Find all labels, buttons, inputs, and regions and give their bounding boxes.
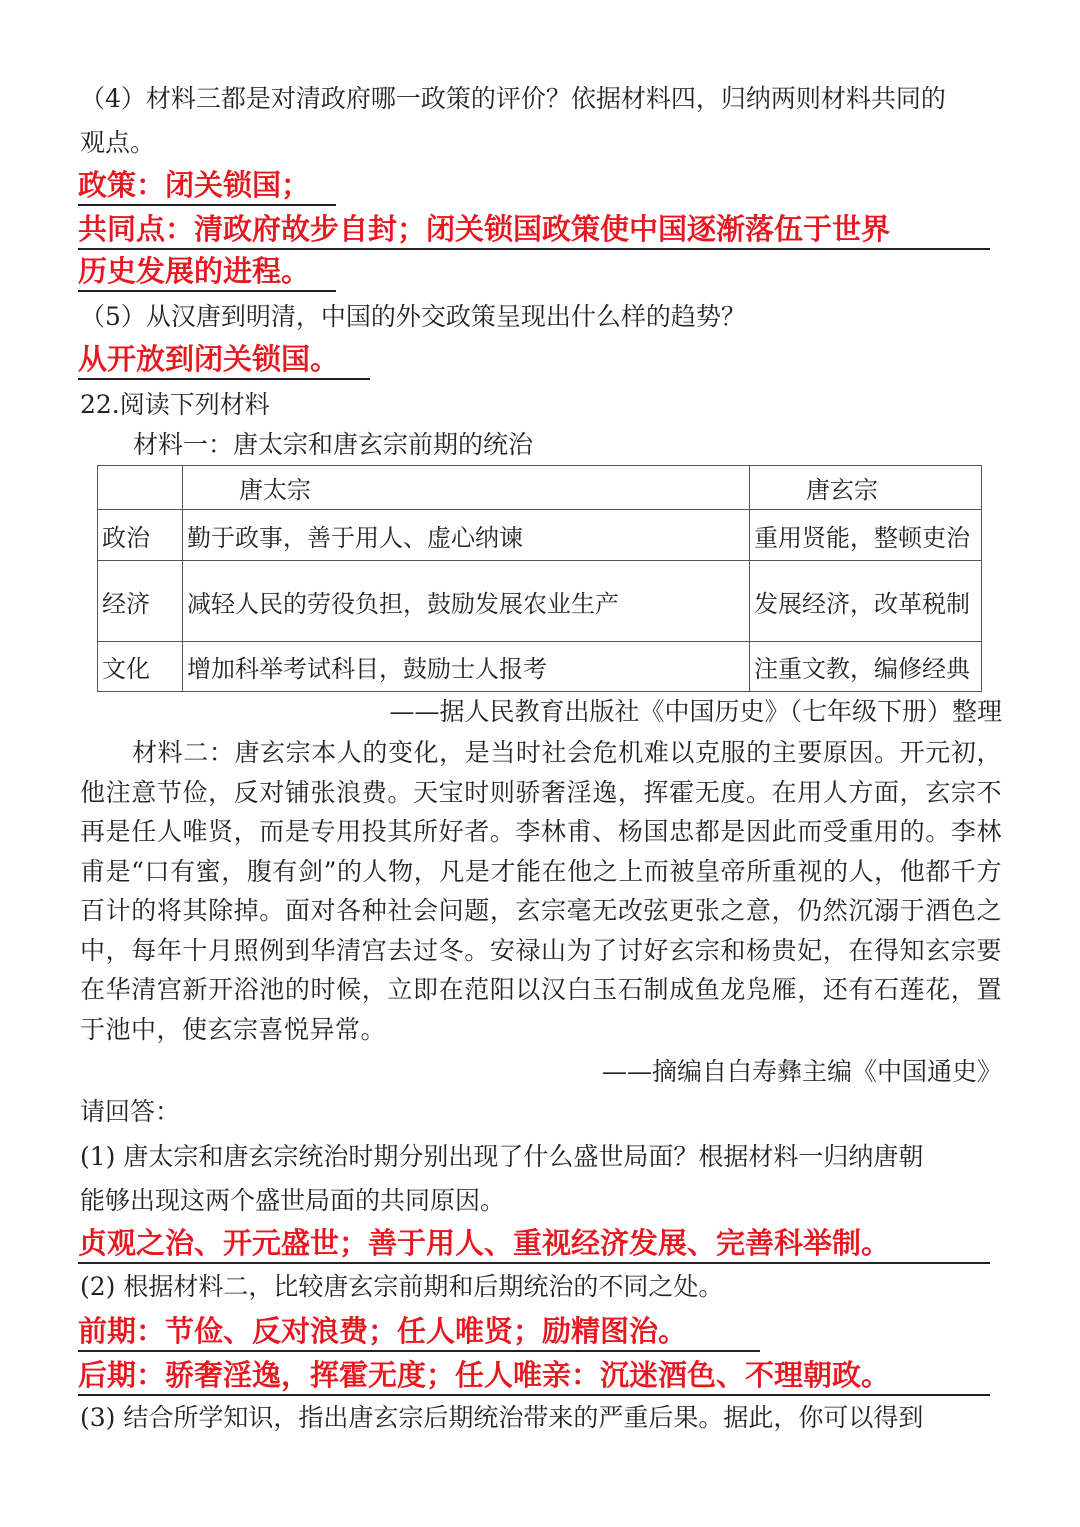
table-cell: 减轻人民的劳役负担，鼓励发展农业生产: [183, 561, 750, 642]
material1-table: [97, 465, 982, 692]
table-header-cell: 唐玄宗: [750, 466, 982, 510]
q4-line2: 观点。: [80, 128, 156, 157]
table-cell: 经济: [98, 561, 183, 642]
table-row: [98, 510, 982, 561]
sub1-line2: 能够出现这两个盛世局面的共同原因。: [80, 1186, 506, 1215]
table-cell: 勤于政事，善于用人、虚心纳谏: [183, 510, 750, 561]
table-cell: 注重文教，编修经典: [750, 642, 982, 692]
q5-answer: 从开放到闭关锁国。: [78, 342, 370, 380]
sub2-question: (2) 根据材料二，比较唐玄宗前期和后期统治的不同之处。: [80, 1272, 724, 1301]
table-cell: 发展经济，改革税制: [750, 561, 982, 642]
q4-answer-common-2: 历史发展的进程。: [78, 254, 336, 292]
material2-source: ——摘编自白寿彝主编《中国通史》: [601, 1057, 1002, 1086]
sub1-answer: 贞观之治、开元盛世；善于用人、重视经济发展、完善科举制。: [78, 1226, 990, 1264]
table-header-cell: 唐太宗: [183, 466, 750, 510]
q4-line1: （4）材料三都是对清政府哪一政策的评价？依据材料四，归纳两则材料共同的: [80, 84, 946, 113]
sub1-line1: (1) 唐太宗和唐玄宗统治时期分别出现了什么盛世局面？根据材料一归纳唐朝: [80, 1142, 924, 1171]
table-cell: 重用贤能，整顿吏治: [750, 510, 982, 561]
sub3-question: (3) 结合所学知识，指出唐玄宗后期统治带来的严重后果。据此，你可以得到: [80, 1403, 924, 1432]
material1-title: 材料一：唐太宗和唐玄宗前期的统治: [133, 430, 534, 459]
table-row: [98, 561, 982, 642]
table-cell: 文化: [98, 642, 183, 692]
q4-answer-common-1: 共同点：清政府故步自封；闭关锁国政策使中国逐渐落伍于世界: [78, 212, 990, 250]
q22-title: 22.阅读下列材料: [80, 390, 270, 419]
table-cell: 增加科举考试科目，鼓励士人报考: [183, 642, 750, 692]
material1-source: ——据人民教育出版社《中国历史》（七年级下册）整理: [389, 697, 1002, 726]
sub2-answer-late: 后期：骄奢淫逸，挥霍无度；任人唯亲：沉迷酒色、不理朝政。: [78, 1358, 990, 1396]
material2-paragraph: [80, 733, 1002, 1049]
table-cell: 政治: [98, 510, 183, 561]
table-row: [98, 642, 982, 692]
sub2-answer-early: 前期：节俭、反对浪费；任人唯贤；励精图治。: [78, 1314, 760, 1352]
table-header-cell: [98, 466, 183, 510]
q4-answer-policy: 政策：闭关锁国；: [78, 168, 336, 206]
table-header-row: [98, 466, 982, 510]
ask-label: 请回答：: [80, 1097, 181, 1126]
material2-text: 材料二：唐玄宗本人的变化，是当时社会危机难以克服的主要原因。开元初，他注意节俭，反对铺张浪费。天宝时则骄奢淫逸，挥霍无度。在用人方面，玄宗不再是任人唯贤，而是专用投其所好者。李林甫、杨国忠都是因此而受重用的。李林甫是“口有蜜，腹有剑”的人物，凡是才能在他之上而被皇帝所重视的人，他都千方百计的将其除掉。面对各种社会问题，玄宗毫无改弦更张之意，仍然沉溺于酒色之中，每年十月照例到华清宫去过冬。安禄山为了讨好玄宗和杨贵妃，在得知玄宗要在华清宫新开浴池的时候，立即在范阳以汉白玉石制成鱼龙凫雁，还有石莲花，置于池中，使玄宗喜悦异常。: [80, 738, 1002, 1044]
q5-question: （5）从汉唐到明清，中国的外交政策呈现出什么样的趋势？: [80, 302, 746, 331]
